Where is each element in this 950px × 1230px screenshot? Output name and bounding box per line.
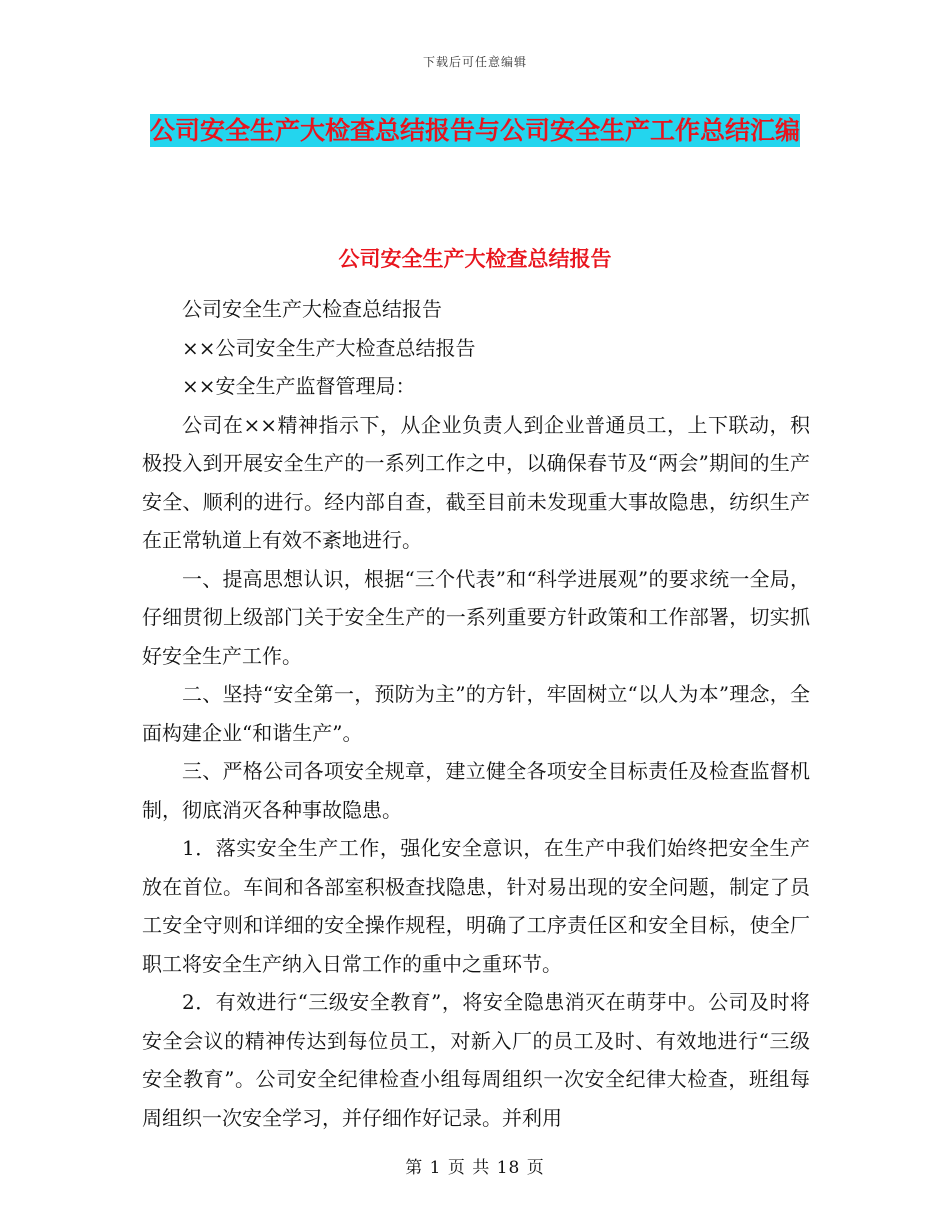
page-footer: 第 1 页 共 18 页 (405, 1158, 545, 1178)
paragraph: 三、严格公司各项安全规章，建立健全各项安全目标责任及检查监督机制，彻底消灭各种事故隐患。 (142, 759, 810, 822)
paragraph: ××安全生产监督管理局： (182, 374, 416, 398)
paragraph: 公司安全生产大检查总结报告 (182, 297, 442, 321)
paragraph: 1．落实安全生产工作，强化安全意识，在生产中我们始终把安全生产放在首位。车间和各部室积极查找隐患，针对易出现的安全问题，制定了员工安全守则和详细的安全操作规程，明确了工序责任区和安全目标，使全厂职工将安全生产纳入日常工作的重中之重环节。 (142, 836, 810, 976)
document-title (140, 108, 810, 154)
paragraph: 公司在××精神指示下，从企业负责人到企业普通员工，上下联动，积极投入到开展安全生产的一系列工作之中，以确保春节及“两会”期间的生产安全、顺利的进行。经内部自查，截至目前未发现重大事故隐患，纺织生产在正常轨道上有效不紊地进行。 (142, 412, 810, 552)
header-note: 下载后可任意编辑 (422, 55, 527, 69)
section-title: 公司安全生产大检查总结报告 (338, 247, 612, 271)
paragraph: ××公司安全生产大检查总结报告 (182, 335, 476, 360)
paragraph: 2．有效进行“三级安全教育”，将安全隐患消灭在萌芽中。公司及时将安全会议的精神传达到每位员工，对新入厂的员工及时、有效地进行“三级安全教育”。公司安全纪律检查小组每周组织一次安全纪律大检查，班组每周组织一次安全学习，并仔细作好记录。并利用 (142, 990, 810, 1130)
paragraph: 一、提高思想认识，根据“三个代表”和“科学进展观”的要求统一全局，仔细贯彻上级部门关于安全生产的一系列重要方针政策和工作部署，切实抓好安全生产工作。 (142, 566, 810, 668)
document-title-text: 公司安全生产大检查总结报告与公司安全生产工作总结汇编 (149, 116, 800, 145)
paragraph: 二、坚持“安全第一，预防为主”的方针，牢固树立“以人为本”理念，全面构建企业“和谐生产”。 (142, 682, 810, 745)
document-body (142, 290, 810, 1137)
